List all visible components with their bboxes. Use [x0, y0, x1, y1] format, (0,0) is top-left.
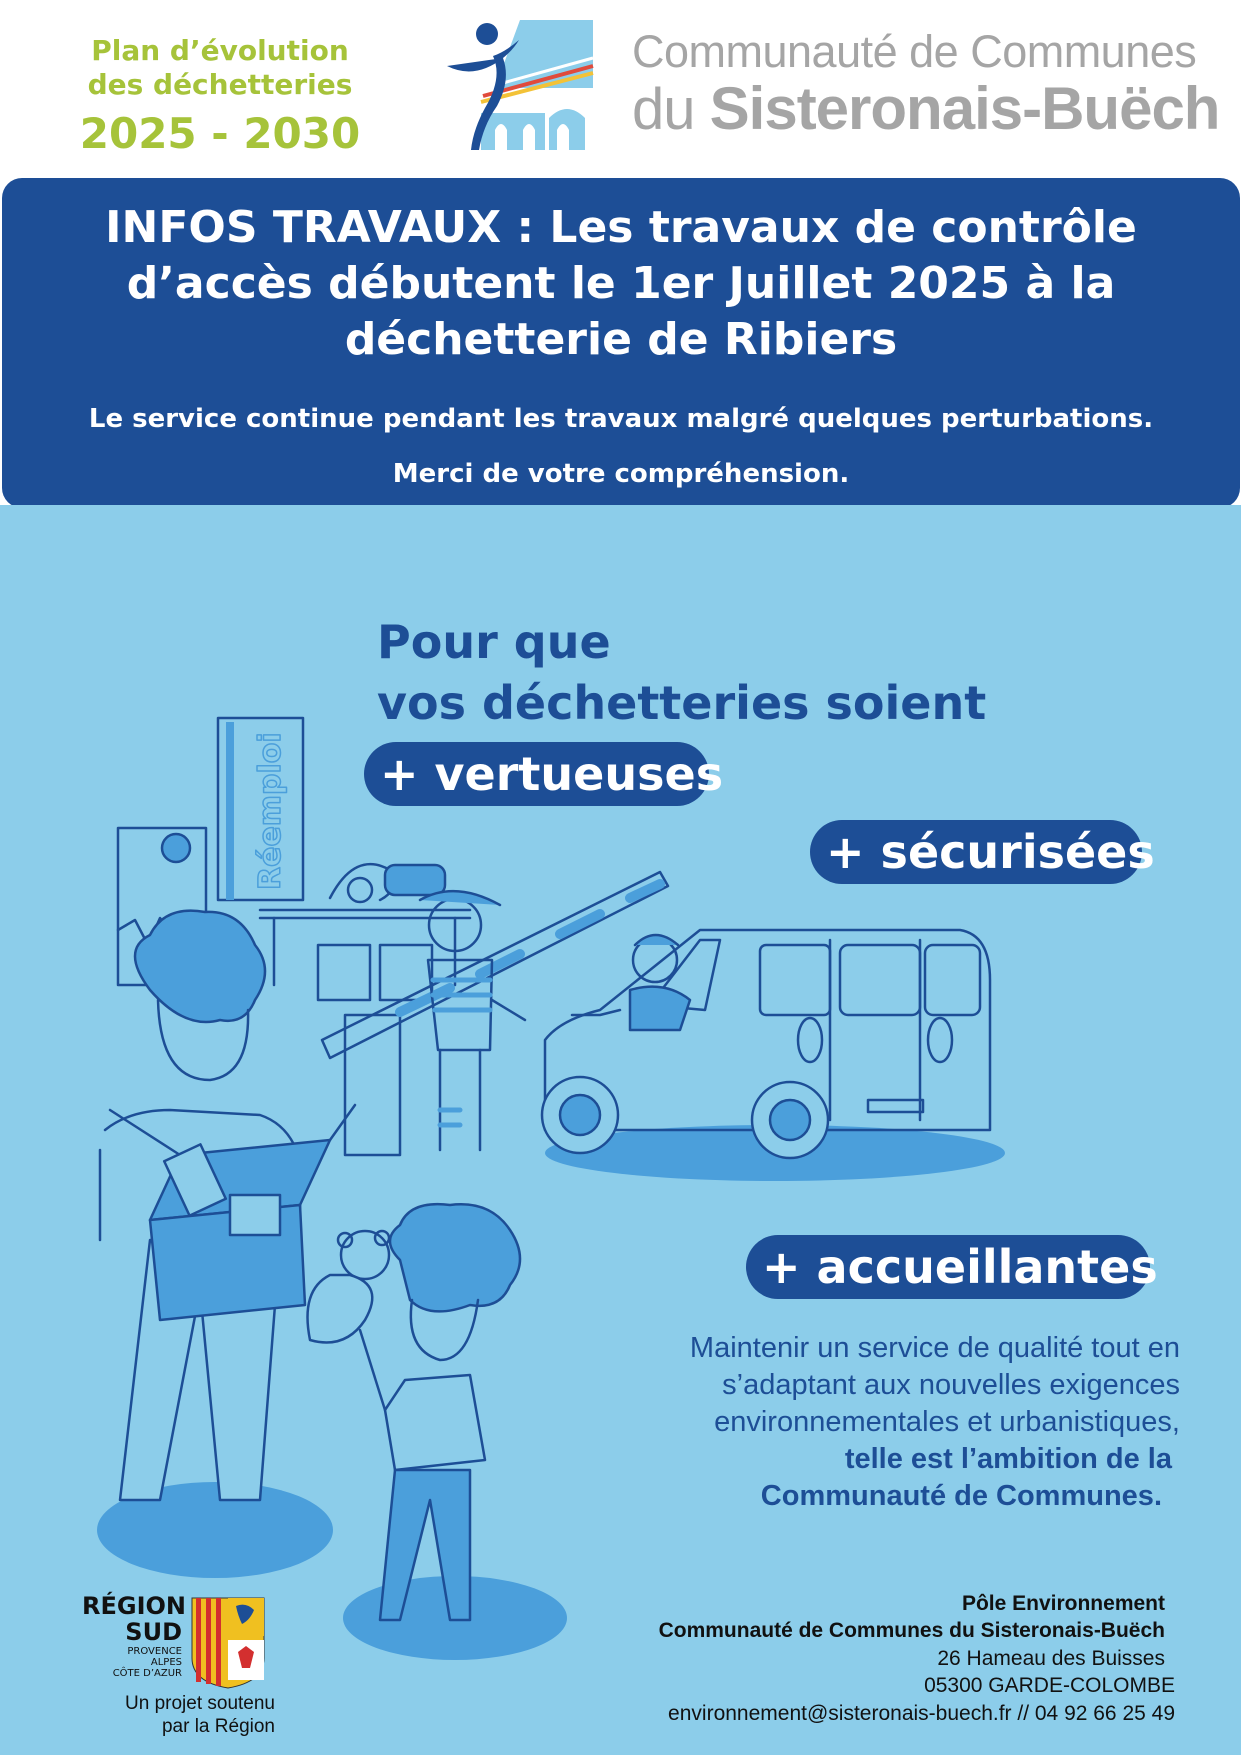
reemploi-sign-text: Réemploi [253, 732, 288, 890]
para-line4: telle est l’ambition de la [844, 1443, 1172, 1475]
info-banner [2, 178, 1240, 508]
banner-thanks: Merci de votre compréhension. [392, 459, 850, 489]
plan-line1: Plan d’évolution [91, 34, 349, 67]
region-logo-small [82, 1646, 182, 1679]
support-line2: par la Région [161, 1716, 275, 1737]
organization-name [632, 26, 1219, 141]
footer-address1: 26 Hameau des Buisses [937, 1647, 1165, 1670]
banner-subtitle: Le service continue pendant les travaux malgré quelques perturbations. [88, 404, 1154, 434]
org-line2-prefix: du [632, 77, 695, 142]
community-logo-icon [445, 18, 595, 153]
footer-pole: Pôle Environnement [961, 1592, 1165, 1615]
footer-org: Communauté de Communes du Sisteronais-Buëch [658, 1619, 1165, 1642]
plan-years: 2025 - 2030 [79, 109, 361, 158]
para-line1: Maintenir un service de qualité tout en [689, 1332, 1180, 1364]
headline-line1: Pour que [377, 615, 611, 669]
para-line3: environnementales et urbanistiques, [714, 1406, 1180, 1438]
para-line2: s’adaptant aux nouvelles exigences [722, 1369, 1180, 1401]
support-note [100, 1692, 275, 1738]
headline [377, 612, 986, 734]
org-line2-name: Sisteronais-Buëch [709, 75, 1220, 142]
region-logo-line1: RÉGION [82, 1592, 186, 1620]
org-line1: Communauté de Communes [632, 26, 1197, 77]
plan-label [40, 34, 400, 162]
pill-accueillantes: + accueillantes [746, 1235, 1150, 1299]
headline-line2: vos déchetteries soient [377, 676, 987, 730]
footer-address2: 05300 GARDE-COLOMBE [924, 1674, 1175, 1697]
para-line5: Communauté de Communes. [760, 1480, 1162, 1512]
region-small2: ALPES [150, 1657, 182, 1668]
region-crest-icon [190, 1596, 266, 1690]
pill-securisees: + sécurisées [810, 820, 1142, 884]
ambition-paragraph [600, 1330, 1180, 1515]
region-small3: CÔTE D’AZUR [112, 1668, 182, 1679]
support-line1: Un projet soutenu [125, 1693, 275, 1714]
pill-vertueuses: + vertueuses [364, 742, 709, 806]
region-logo-line2: SUD [125, 1618, 182, 1646]
footer-contact: environnement@sisteronais-buech.fr // 04 92 66 25 49 [668, 1702, 1175, 1725]
region-small1: PROVENCE [127, 1646, 182, 1657]
org-line2 [632, 75, 1220, 142]
plan-line2: des déchetteries [87, 68, 353, 101]
banner-title: INFOS TRAVAUX : Les travaux de contrôle d’accès débutent le 1er Juillet 2025 à la déchetterie de Ribiers [105, 202, 1137, 365]
contact-block [600, 1590, 1175, 1729]
